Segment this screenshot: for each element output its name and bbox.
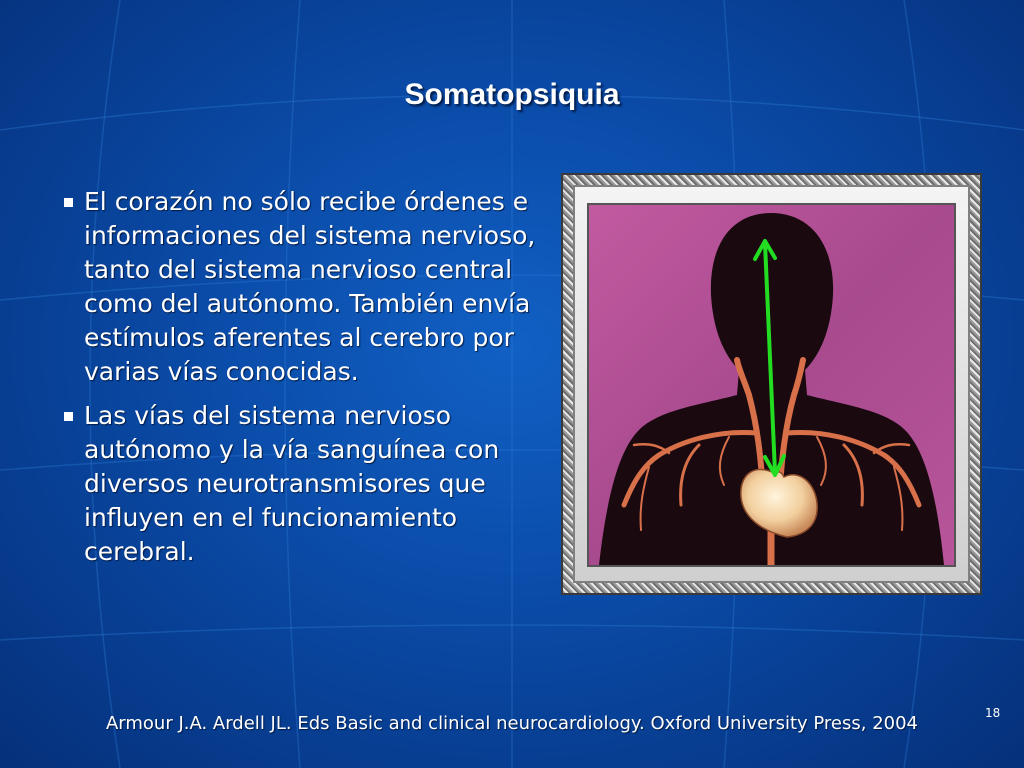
square-bullet-icon: [64, 412, 73, 421]
slide-title: Somatopsiquia: [404, 78, 620, 111]
bullet-item: [58, 399, 548, 569]
picture-frame: [563, 175, 980, 593]
bullet-list: [58, 185, 548, 579]
heart-silhouette-illustration: [589, 205, 954, 565]
square-bullet-icon: [64, 198, 73, 207]
slide-number: 18: [985, 706, 1001, 720]
bullet-text: Las vías del sistema nervioso autónomo y la vía sanguínea con diversos neurotransmisores que influyen en el funcionamiento cerebral.: [84, 401, 500, 566]
bullet-text: El corazón no sólo recibe órdenes e informaciones del sistema nervioso, tanto del sistema nervioso central como del autónomo. También envía estímulos aferentes al cerebro por varias vías conocidas.: [84, 187, 536, 386]
citation-footer: Armour J.A. Ardell JL. Eds Basic and clinical neurocardiology. Oxford University Press, 2004: [105, 713, 919, 734]
bullet-item: [58, 185, 548, 389]
